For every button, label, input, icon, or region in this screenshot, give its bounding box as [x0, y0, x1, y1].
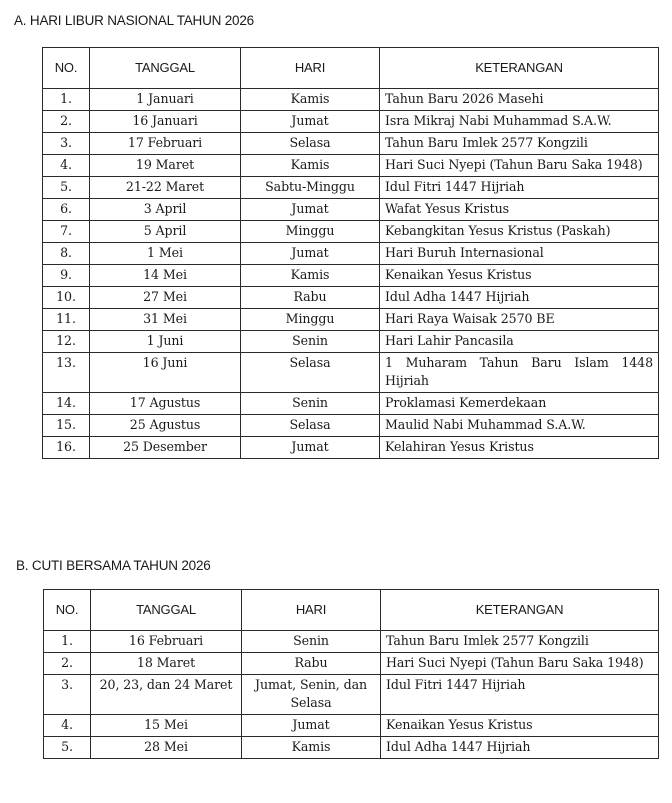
row-date: 3 April — [90, 199, 241, 221]
row-day: Senin — [241, 393, 380, 415]
row-date: 31 Mei — [90, 309, 241, 331]
row-description: Idul Adha 1447 Hijriah — [380, 287, 659, 309]
table-row — [44, 737, 659, 759]
table-row — [43, 415, 659, 437]
row-day: Jumat — [241, 437, 380, 459]
row-number: 16. — [43, 437, 90, 459]
table-header-row — [43, 48, 659, 89]
row-number: 4. — [43, 155, 90, 177]
row-number: 12. — [43, 331, 90, 353]
table-row — [43, 265, 659, 287]
row-day: Jumat — [241, 199, 380, 221]
row-description: Kenaikan Yesus Kristus — [380, 265, 659, 287]
table-row — [43, 221, 659, 243]
row-date: 1 Mei — [90, 243, 241, 265]
row-description: Isra Mikraj Nabi Muhammad S.A.W. — [380, 111, 659, 133]
row-number: 2. — [43, 111, 90, 133]
row-date: 5 April — [90, 221, 241, 243]
row-number: 10. — [43, 287, 90, 309]
row-description: Tahun Baru Imlek 2577 Kongzili — [380, 133, 659, 155]
row-date: 19 Maret — [90, 155, 241, 177]
row-day: Jumat — [241, 243, 380, 265]
row-description: Maulid Nabi Muhammad S.A.W. — [380, 415, 659, 437]
row-description: Tahun Baru Imlek 2577 Kongzili — [381, 631, 659, 653]
row-number: 1. — [44, 631, 91, 653]
table-row — [43, 437, 659, 459]
row-day: Senin — [241, 331, 380, 353]
table-row — [43, 243, 659, 265]
row-day: Kamis — [242, 737, 381, 759]
header-day: HARI — [241, 48, 380, 89]
collective-leave-table — [43, 589, 659, 759]
collective-leave-body — [44, 631, 659, 759]
row-description: Wafat Yesus Kristus — [380, 199, 659, 221]
row-number: 1. — [43, 89, 90, 111]
row-description: Kelahiran Yesus Kristus — [380, 437, 659, 459]
table-row — [43, 287, 659, 309]
national-holidays-body — [43, 89, 659, 459]
row-number: 7. — [43, 221, 90, 243]
row-number: 14. — [43, 393, 90, 415]
row-date: 16 Februari — [91, 631, 242, 653]
section-title-national-holidays: A. HARI LIBUR NASIONAL TAHUN 2026 — [14, 13, 254, 28]
row-day: Rabu — [242, 653, 381, 675]
row-description: Hari Suci Nyepi (Tahun Baru Saka 1948) — [380, 155, 659, 177]
table-row — [43, 393, 659, 415]
row-number: 11. — [43, 309, 90, 331]
row-number: 5. — [44, 737, 91, 759]
table-row — [43, 199, 659, 221]
row-date: 1 Januari — [90, 89, 241, 111]
row-description: Kebangkitan Yesus Kristus (Paskah) — [380, 221, 659, 243]
header-no: NO. — [44, 590, 91, 631]
row-date: 1 Juni — [90, 331, 241, 353]
table-row — [44, 675, 659, 715]
table-row — [44, 715, 659, 737]
row-description: Hari Raya Waisak 2570 BE — [380, 309, 659, 331]
row-day: Jumat, Senin, dan Selasa — [242, 675, 381, 715]
row-date: 15 Mei — [91, 715, 242, 737]
row-description: Tahun Baru 2026 Masehi — [380, 89, 659, 111]
row-date: 25 Desember — [90, 437, 241, 459]
row-description: Idul Fitri 1447 Hijriah — [380, 177, 659, 199]
row-day: Senin — [242, 631, 381, 653]
row-number: 8. — [43, 243, 90, 265]
table-row — [44, 631, 659, 653]
row-day: Minggu — [241, 309, 380, 331]
row-day: Selasa — [241, 133, 380, 155]
row-number: 2. — [44, 653, 91, 675]
row-date: 16 Januari — [90, 111, 241, 133]
header-day: HARI — [242, 590, 381, 631]
table-row — [43, 353, 659, 393]
row-day: Jumat — [241, 111, 380, 133]
row-description: Hari Lahir Pancasila — [380, 331, 659, 353]
header-date: TANGGAL — [90, 48, 241, 89]
header-no: NO. — [43, 48, 90, 89]
row-day: Rabu — [241, 287, 380, 309]
table-row — [43, 89, 659, 111]
row-description: Kenaikan Yesus Kristus — [381, 715, 659, 737]
row-description: Idul Adha 1447 Hijriah — [381, 737, 659, 759]
row-number: 15. — [43, 415, 90, 437]
row-number: 13. — [43, 353, 90, 393]
header-description: KETERANGAN — [380, 48, 659, 89]
row-day: Minggu — [241, 221, 380, 243]
table-row — [43, 155, 659, 177]
row-date: 27 Mei — [90, 287, 241, 309]
row-number: 3. — [44, 675, 91, 715]
table-row — [43, 111, 659, 133]
row-day: Jumat — [242, 715, 381, 737]
row-number: 3. — [43, 133, 90, 155]
row-number: 5. — [43, 177, 90, 199]
table-header-row — [44, 590, 659, 631]
row-date: 21-22 Maret — [90, 177, 241, 199]
row-date: 17 Februari — [90, 133, 241, 155]
row-day: Kamis — [241, 265, 380, 287]
row-description: Hari Suci Nyepi (Tahun Baru Saka 1948) — [381, 653, 659, 675]
header-description: KETERANGAN — [381, 590, 659, 631]
row-date: 28 Mei — [91, 737, 242, 759]
table-row — [44, 653, 659, 675]
row-number: 4. — [44, 715, 91, 737]
row-number: 9. — [43, 265, 90, 287]
table-row — [43, 177, 659, 199]
row-day: Kamis — [241, 89, 380, 111]
row-day: Selasa — [241, 353, 380, 393]
section-title-collective-leave: B. CUTI BERSAMA TAHUN 2026 — [16, 558, 211, 573]
row-date: 17 Agustus — [90, 393, 241, 415]
row-day: Sabtu-Minggu — [241, 177, 380, 199]
row-description: 1 Muharam Tahun Baru Islam 1448 Hijriah — [380, 353, 659, 393]
table-row — [43, 309, 659, 331]
row-number: 6. — [43, 199, 90, 221]
row-date: 25 Agustus — [90, 415, 241, 437]
header-date: TANGGAL — [91, 590, 242, 631]
national-holidays-table — [42, 47, 659, 459]
row-description: Proklamasi Kemerdekaan — [380, 393, 659, 415]
table-row — [43, 133, 659, 155]
row-description: Idul Fitri 1447 Hijriah — [381, 675, 659, 715]
row-date: 20, 23, dan 24 Maret — [91, 675, 242, 715]
row-day: Kamis — [241, 155, 380, 177]
table-row — [43, 331, 659, 353]
row-date: 14 Mei — [90, 265, 241, 287]
row-description: Hari Buruh Internasional — [380, 243, 659, 265]
row-day: Selasa — [241, 415, 380, 437]
row-date: 16 Juni — [90, 353, 241, 393]
row-date: 18 Maret — [91, 653, 242, 675]
